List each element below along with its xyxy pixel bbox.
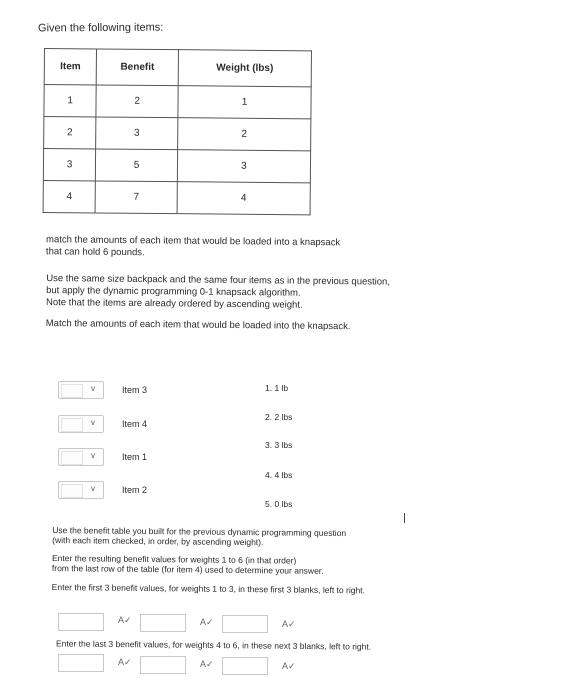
match-row-item-2 <box>58 480 147 500</box>
match-label: Item 4 <box>122 419 148 429</box>
intro-text: Given the following items: <box>37 21 164 35</box>
answer-option-2: 2. 2 lbs <box>265 412 293 422</box>
spellcheck-icon[interactable]: A✓ <box>282 661 296 671</box>
header-item: Item <box>44 49 97 85</box>
match-select-item-2[interactable] <box>58 481 104 499</box>
spellcheck-icon[interactable]: A✓ <box>118 615 132 625</box>
spellcheck-icon[interactable]: A✓ <box>200 617 214 627</box>
text-cursor <box>404 513 405 523</box>
match-label: Item 2 <box>122 485 148 495</box>
table-cell: 2 <box>44 117 96 149</box>
table-cell: 3 <box>43 149 95 181</box>
match-label: Item 1 <box>122 452 148 462</box>
table-cell: 1 <box>178 86 311 119</box>
question-3-line-3: Enter the resulting benefit values for weights 1 to 6 (in that order) <box>51 553 297 566</box>
answer-option-5: 5. 0 lbs <box>265 499 293 509</box>
chevron-down-icon: v <box>91 384 95 393</box>
match-row-item-4 <box>58 414 147 434</box>
table-cell: 3 <box>177 150 310 183</box>
question-3-line-5: Enter the first 3 benefit values, for weights 1 to 3, in these first 3 blanks, left to right. <box>51 582 365 596</box>
match-row-item-1 <box>58 447 147 467</box>
table-cell: 5 <box>96 149 178 182</box>
question-1 <box>46 234 386 262</box>
items-table <box>43 48 312 215</box>
match-select-item-4[interactable] <box>58 415 104 433</box>
table-cell: 7 <box>95 181 177 214</box>
header-weight: Weight (lbs) <box>178 50 311 87</box>
chevron-down-icon: v <box>91 418 95 427</box>
answer-option-4: 4. 4 lbs <box>265 470 293 480</box>
table-row <box>43 180 310 214</box>
chevron-down-icon: v <box>91 484 95 493</box>
question-3-line-2: (with each item checked, in order, by ascending weight). <box>52 535 264 548</box>
spellcheck-icon[interactable]: A✓ <box>118 657 132 667</box>
question-2-line-4: Match the amounts of each item that would be loaded into the knapsack. <box>45 318 351 333</box>
benefit-weight-3-input[interactable] <box>222 615 268 633</box>
match-select-item-1[interactable] <box>58 448 104 466</box>
question-3-line-6: Enter the last 3 benefit values, for weights 4 to 6, in these next 3 blanks, left to right. <box>55 638 372 652</box>
table-row <box>43 149 310 183</box>
table-cell: 4 <box>43 180 95 212</box>
question-1-line-2: that can hold 6 pounds. <box>45 246 145 259</box>
question-3-line-4: from the last row of the table (for item 4) used to determine your answer. <box>51 563 324 576</box>
question-1-line-1: match the amounts of each item that would be loaded into a knapsack <box>46 234 341 249</box>
spellcheck-icon[interactable]: A✓ <box>282 619 296 629</box>
table-header-row <box>44 49 311 87</box>
benefit-weight-6-input[interactable] <box>222 657 268 675</box>
table-cell: 4 <box>177 182 310 215</box>
spellcheck-icon[interactable]: A✓ <box>200 659 214 669</box>
chevron-down-icon: v <box>91 451 95 460</box>
table-row <box>44 117 311 151</box>
question-2-line-3: Note that the items are already ordered by ascending weight. <box>45 297 303 311</box>
match-select-item-3[interactable] <box>58 381 104 399</box>
benefit-weight-4-input[interactable] <box>58 654 104 672</box>
question-3 <box>52 525 433 596</box>
answer-option-1: 1. 1 lb <box>265 383 289 393</box>
benefit-weight-2-input[interactable] <box>140 614 186 632</box>
answer-option-3: 3. 3 lbs <box>265 440 293 450</box>
question-2-line-2: but apply the dynamic programming 0-1 knapsack algorithm. <box>46 285 301 299</box>
question-2-line-1: Use the same size backpack and the same four items as in the previous question, <box>46 273 391 288</box>
table-cell: 3 <box>96 117 178 150</box>
table-cell: 1 <box>44 85 96 117</box>
question-2 <box>46 273 427 334</box>
match-label: Item 3 <box>122 385 148 395</box>
benefit-weight-5-input[interactable] <box>140 656 186 674</box>
match-row-item-3 <box>58 380 147 400</box>
table-row <box>44 85 311 119</box>
table-cell: 2 <box>96 85 178 118</box>
question-3-line-1: Use the benefit table you built for the previous dynamic programming question <box>52 525 347 539</box>
benefit-weight-1-input[interactable] <box>58 613 104 631</box>
table-cell: 2 <box>178 118 311 151</box>
header-benefit: Benefit <box>96 49 178 86</box>
